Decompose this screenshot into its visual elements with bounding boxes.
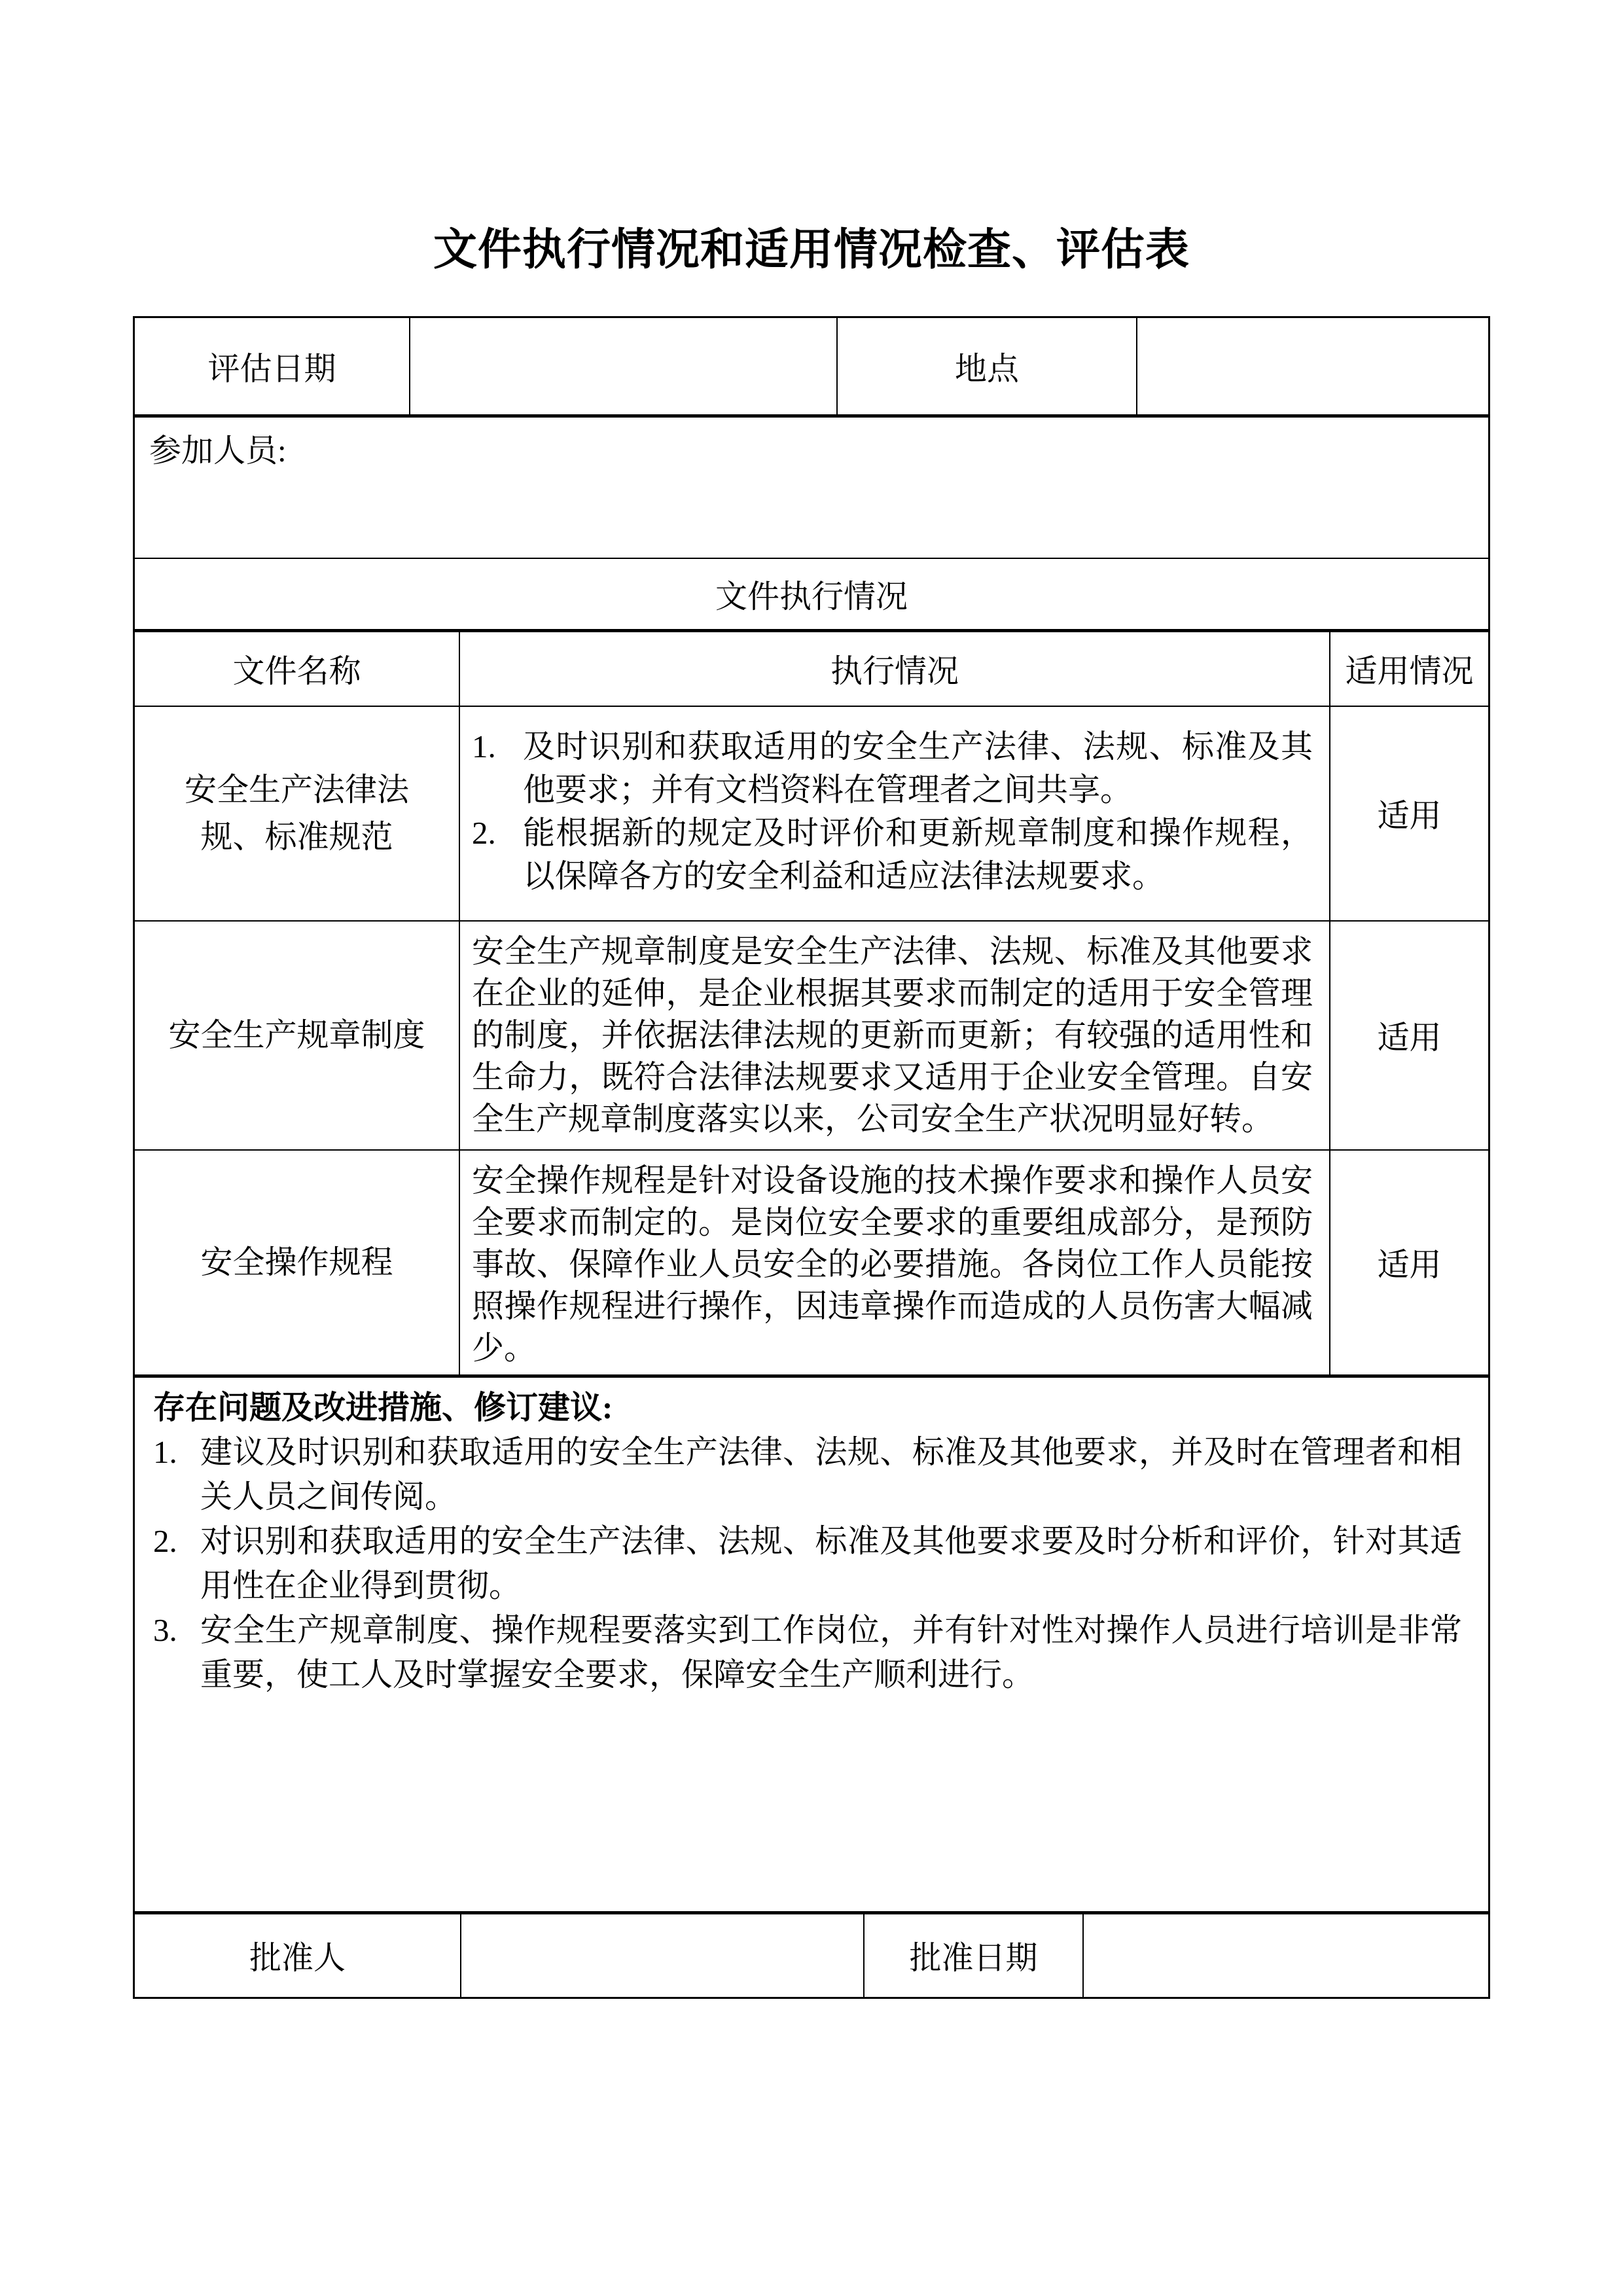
- execution-status-cell: [460, 922, 1330, 1149]
- list-item-marker: 1.: [472, 728, 496, 764]
- approval-date-label: 批准日期: [865, 1914, 1084, 1997]
- applicability-cell: 适用: [1377, 1020, 1442, 1056]
- list-item: [153, 1608, 1462, 1697]
- list-item: [472, 812, 1313, 898]
- execution-status-list: [460, 707, 1329, 898]
- list-item-text: 及时识别和获取适用的安全生产法律、法规、标准及其他要求；并有文档资料在管理者之间共享。: [523, 728, 1313, 808]
- eval-date-label: 评估日期: [135, 318, 410, 414]
- eval-date-input-cell[interactable]: [410, 318, 838, 414]
- list-item-marker: 2.: [472, 815, 496, 851]
- list-item-text: 对识别和获取适用的安全生产法律、法规、标准及其他要求要及时分析和评价，针对其适用性在企业得到贯彻。: [200, 1523, 1462, 1604]
- table-row: [135, 707, 1488, 922]
- execution-status-text: 安全生产规章制度是安全生产法律、法规、标准及其他要求在企业的延伸，是企业根据其要求而制定的适用于安全管理的制度，并依据法律法规的更新而更新；有较强的适用性和生命力，既符合法律法规要求又适用于企业安全管理。自安全生产规章制度落实以来，公司安全生产状况明显好转。: [472, 933, 1313, 1137]
- section-header: 文件执行情况: [715, 578, 908, 615]
- participants-input-cell[interactable]: [135, 418, 1488, 558]
- list-item-text: 安全生产规章制度、操作规程要落实到工作岗位，并有针对性对操作人员进行培训是非常重要，使工人及时掌握安全要求，保障安全生产顺利进行。: [200, 1612, 1462, 1693]
- list-item-marker: 1.: [153, 1434, 177, 1470]
- list-item: [153, 1430, 1462, 1519]
- table-row: [135, 922, 1488, 1151]
- document-name: 安全生产规章制度: [168, 1017, 425, 1053]
- issues-cell: [135, 1378, 1488, 1911]
- list-item: [153, 1519, 1462, 1608]
- execution-status-text: 安全操作规程是针对设备设施的技术操作要求和操作人员安全要求而制定的。是岗位安全要求的重要组成部分，是预防事故、保障作业人员安全的必要措施。各岗位工作人员能按照操作规程进行操作，因违章操作而造成的人员伤害大幅减少。: [472, 1162, 1313, 1366]
- location-label: 地点: [838, 318, 1137, 414]
- execution-status-cell: [460, 1151, 1330, 1374]
- section-header-row: [135, 559, 1488, 632]
- approver-label: 批准人: [135, 1914, 461, 1997]
- document-name-cell: [135, 707, 460, 920]
- list-item: [472, 725, 1313, 812]
- document-name-cell: [135, 1151, 460, 1374]
- location-input-cell[interactable]: [1137, 318, 1488, 414]
- issues-heading: 存在问题及改进措施、修订建议:: [153, 1390, 613, 1426]
- approval-row: [135, 1914, 1488, 1997]
- page-title: 文件执行情况和适用情况检查、评估表: [433, 226, 1190, 274]
- applicability-cell: 适用: [1377, 1247, 1442, 1283]
- issues-row: [135, 1378, 1488, 1914]
- list-item-marker: 3.: [153, 1612, 177, 1648]
- table-row: [135, 1151, 1488, 1378]
- column-header-applicability: 适用情况: [1345, 653, 1474, 689]
- participants-label: 参加人员:: [149, 433, 287, 469]
- list-item-marker: 2.: [153, 1523, 177, 1559]
- column-header-row: [135, 632, 1488, 707]
- list-item-text: 能根据新的规定及时评价和更新规章制度和操作规程，以保障各方的安全利益和适应法律法规要求。: [523, 815, 1313, 894]
- document-name-cell: [135, 922, 460, 1149]
- evaluation-form-table: [133, 316, 1490, 1999]
- document-name: 安全生产法律法规、标准规范: [184, 772, 409, 855]
- column-header-name: 文件名称: [135, 632, 460, 706]
- applicability-cell: 适用: [1377, 798, 1442, 834]
- execution-status-cell: [460, 707, 1330, 920]
- info-row: [135, 318, 1488, 418]
- approval-date-input-cell[interactable]: [1084, 1914, 1488, 1997]
- document-name: 安全操作规程: [200, 1244, 393, 1280]
- column-header-execution: 执行情况: [460, 632, 1330, 706]
- participants-row: [135, 418, 1488, 559]
- approver-input-cell[interactable]: [461, 1914, 865, 1997]
- list-item-text: 建议及时识别和获取适用的安全生产法律、法规、标准及其他要求，并及时在管理者和相关人员之间传阅。: [200, 1434, 1462, 1515]
